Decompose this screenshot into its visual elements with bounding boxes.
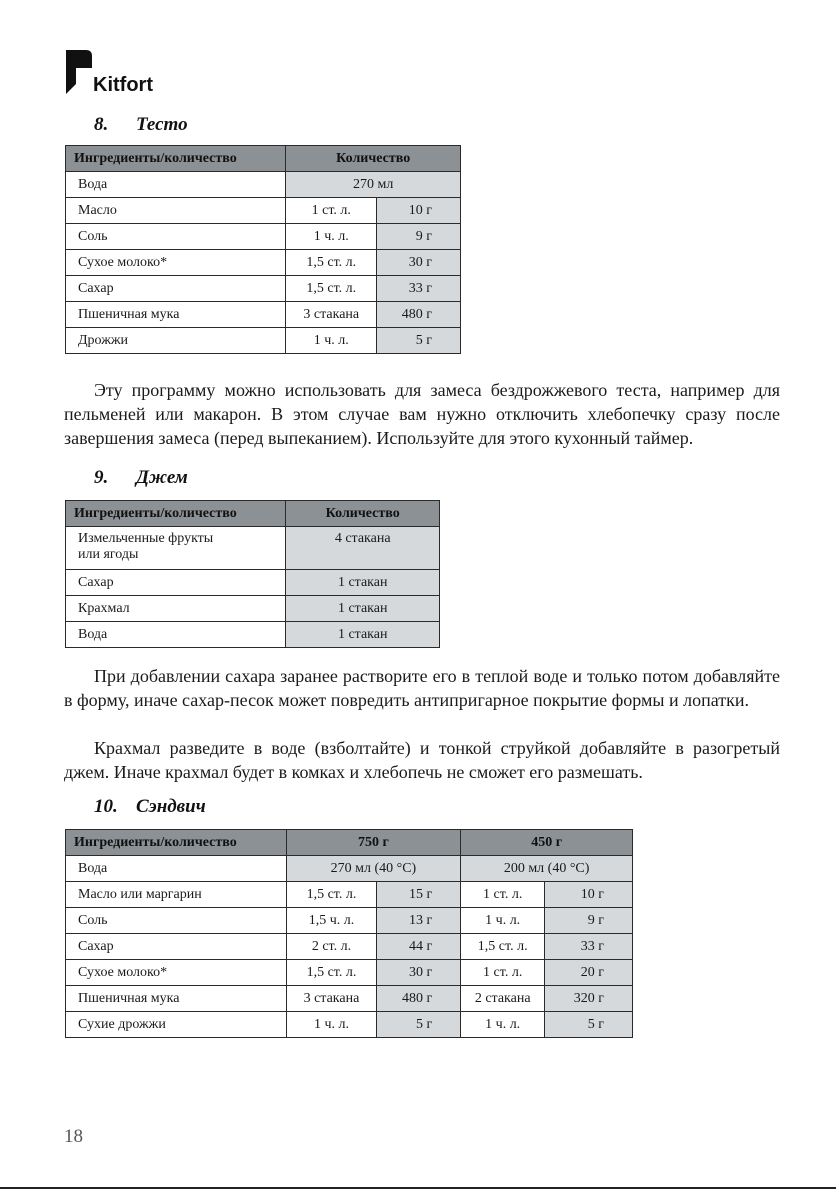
ingredient-amount: 4 стакана	[286, 527, 440, 570]
ingredient-weight-750: 15 г	[377, 882, 461, 908]
kitfort-logo-icon	[64, 48, 94, 96]
section-title-jam	[94, 467, 188, 489]
ingredient-amount: 270 мл	[286, 172, 461, 198]
section-number: 10.	[94, 796, 118, 817]
ingredient-weight-750: 5 г	[377, 1012, 461, 1038]
table-header-row	[66, 830, 633, 856]
header-ingredients: Ингредиенты/количество	[66, 146, 286, 172]
table-row	[66, 596, 440, 622]
section-title-sandwich	[94, 796, 206, 818]
ingredient-name: Вода	[66, 856, 287, 882]
jam-starch-paragraph: Крахмал разведите в воде (взболтайте) и тонкой струйкой добавляйте в разогретый джем. Иначе крахмал будет в комках и хлебопечь не сможет его размешать.	[64, 738, 780, 782]
jam-note-paragraph: При добавлении сахара заранее растворите его в теплой воде и только потом добавляйте в форму, иначе сахар-песок может повредить антипригарное покрытие формы и лопатки.	[64, 666, 780, 710]
header-ingredients: Ингредиенты/количество	[66, 830, 287, 856]
ingredient-measure-750: 1 ч. л.	[286, 1012, 377, 1038]
ingredient-measure: 3 стакана	[286, 302, 377, 328]
table-row	[66, 527, 440, 570]
table-row	[66, 276, 461, 302]
table-row	[66, 856, 633, 882]
ingredient-weight-750: 480 г	[377, 986, 461, 1012]
table-row	[66, 302, 461, 328]
ingredient-weight-450: 33 г	[545, 934, 633, 960]
ingredient-weight: 33 г	[377, 276, 461, 302]
table-row	[66, 328, 461, 354]
ingredient-measure-750: 2 ст. л.	[286, 934, 377, 960]
table-row	[66, 250, 461, 276]
header-quantity: Количество	[286, 501, 440, 527]
section-name: Джем	[136, 467, 188, 488]
dough-table	[65, 145, 461, 354]
ingredient-weight-450: 9 г	[545, 908, 633, 934]
ingredient-name	[66, 527, 286, 570]
ingredient-name: Сахар	[66, 570, 286, 596]
ingredient-measure: 1 ч. л.	[286, 328, 377, 354]
ingredient-measure: 1 ч. л.	[286, 224, 377, 250]
table-header-row	[66, 501, 440, 527]
section-title-dough	[94, 114, 188, 136]
ingredient-measure: 1,5 ст. л.	[286, 276, 377, 302]
ingredient-weight-450: 320 г	[545, 986, 633, 1012]
jam-table	[65, 500, 440, 648]
table-header-row	[66, 146, 461, 172]
ingredient-measure-450: 1 ст. л.	[461, 960, 545, 986]
ingredient-weight-750: 44 г	[377, 934, 461, 960]
ingredient-weight-450: 10 г	[545, 882, 633, 908]
ingredient-name: Масло или маргарин	[66, 882, 287, 908]
table-row	[66, 960, 633, 986]
ingredient-name: Сухие дрожжи	[66, 1012, 287, 1038]
table-row	[66, 934, 633, 960]
ingredient-amount-750: 270 мл (40 °C)	[286, 856, 461, 882]
page-number: 18	[64, 1126, 83, 1147]
table-row	[66, 986, 633, 1012]
ingredient-measure-750: 3 стакана	[286, 986, 377, 1012]
ingredient-name: Сахар	[66, 934, 287, 960]
ingredient-weight: 10 г	[377, 198, 461, 224]
ingredient-name: Дрожжи	[66, 328, 286, 354]
ingredient-weight: 5 г	[377, 328, 461, 354]
section-name: Сэндвич	[136, 796, 206, 817]
ingredient-amount: 1 стакан	[286, 596, 440, 622]
ingredient-name: Сахар	[66, 276, 286, 302]
ingredient-amount: 1 стакан	[286, 570, 440, 596]
ingredient-weight-750: 13 г	[377, 908, 461, 934]
ingredient-name: Масло	[66, 198, 286, 224]
ingredient-amount: 1 стакан	[286, 622, 440, 648]
section-name: Тесто	[136, 114, 188, 135]
ingredient-weight: 30 г	[377, 250, 461, 276]
ingredient-measure-450: 1,5 ст. л.	[461, 934, 545, 960]
ingredient-measure-750: 1,5 ч. л.	[286, 908, 377, 934]
table-row	[66, 1012, 633, 1038]
brand-name: Kitfort	[93, 74, 153, 96]
table-row	[66, 908, 633, 934]
dough-note-paragraph: Эту программу можно использовать для замеса бездрожжевого теста, например для пельменей или макарон. В этом случае вам нужно отключить хлебопечку сразу после завершения замеса (перед выпеканием). Используйте для этого кухонный таймер.	[64, 380, 780, 448]
ingredient-measure-450: 1 ст. л.	[461, 882, 545, 908]
header-450g: 450 г	[461, 830, 633, 856]
ingredient-measure-450: 2 стакана	[461, 986, 545, 1012]
ingredient-name: Соль	[66, 908, 287, 934]
page-bottom-divider	[0, 1187, 836, 1189]
ingredient-name: Соль	[66, 224, 286, 250]
ingredient-name: Сухое молоко*	[66, 250, 286, 276]
ingredient-name: Сухое молоко*	[66, 960, 287, 986]
ingredient-measure-750: 1,5 ст. л.	[286, 960, 377, 986]
ingredient-weight-750: 30 г	[377, 960, 461, 986]
section-number: 9.	[94, 467, 109, 488]
ingredient-weight: 9 г	[377, 224, 461, 250]
header-quantity: Количество	[286, 146, 461, 172]
ingredient-weight-450: 5 г	[545, 1012, 633, 1038]
ingredient-name-line: или ягоды	[78, 547, 139, 562]
ingredient-name-line: Измельченные фрукты	[78, 531, 214, 546]
section-number: 8.	[94, 114, 109, 135]
ingredient-amount-450: 200 мл (40 °C)	[461, 856, 633, 882]
table-row	[66, 622, 440, 648]
table-row	[66, 198, 461, 224]
ingredient-measure: 1 ст. л.	[286, 198, 377, 224]
ingredient-name: Пшеничная мука	[66, 986, 287, 1012]
ingredient-measure-450: 1 ч. л.	[461, 1012, 545, 1038]
ingredient-name: Вода	[66, 622, 286, 648]
ingredient-measure-450: 1 ч. л.	[461, 908, 545, 934]
ingredient-measure-750: 1,5 ст. л.	[286, 882, 377, 908]
ingredient-weight: 480 г	[377, 302, 461, 328]
header-750g: 750 г	[286, 830, 461, 856]
table-row	[66, 224, 461, 250]
ingredient-measure: 1,5 ст. л.	[286, 250, 377, 276]
table-row	[66, 172, 461, 198]
ingredient-name: Пшеничная мука	[66, 302, 286, 328]
header-ingredients: Ингредиенты/количество	[66, 501, 286, 527]
ingredient-name: Вода	[66, 172, 286, 198]
table-row	[66, 882, 633, 908]
table-row	[66, 570, 440, 596]
ingredient-weight-450: 20 г	[545, 960, 633, 986]
ingredient-name: Крахмал	[66, 596, 286, 622]
sandwich-table	[65, 829, 633, 1038]
